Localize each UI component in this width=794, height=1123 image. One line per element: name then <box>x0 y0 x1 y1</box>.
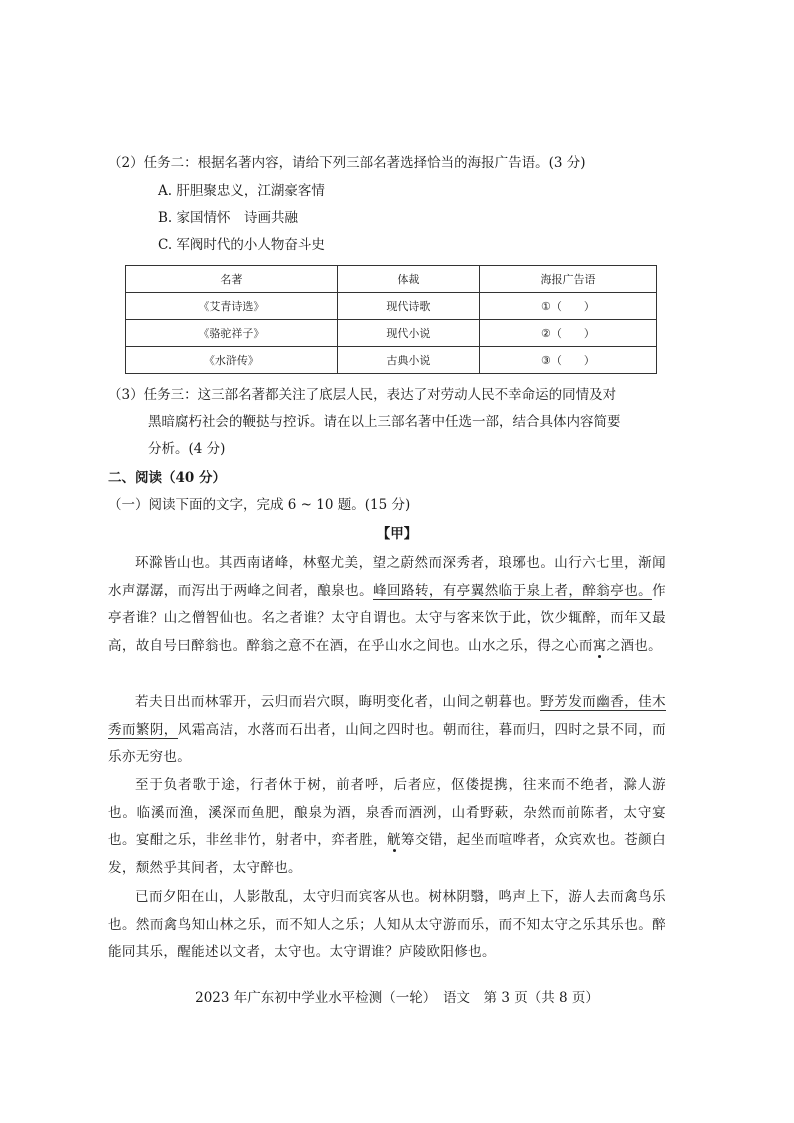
header-slogan: 海报广告语 <box>479 266 656 293</box>
passage-paragraph-1 <box>108 550 666 660</box>
task3-line-3: 分析。(4 分) <box>148 441 226 457</box>
paragraph-text: 之酒也。 <box>606 637 663 654</box>
cell-slogan: ①（ ） <box>479 293 656 320</box>
passage-paragraph-4: 已而夕阳在山，人影散乱，太守归而宾客从也。树林阴翳，鸣声上下，游人去而禽鸟乐也。然而禽鸟知山林之乐，而不知人之乐；人知从太守游而乐，而不知太守之乐其乐也。醉能同其乐，醒能述以文者，太守也。太守谓谁？庐陵欧阳修也。 <box>108 889 666 960</box>
paragraph-text: 筹交错，起坐而喧哗者，众宾欢也。苍颜白发，颓然乎其间者，太守醉也。 <box>108 832 666 876</box>
task2-question: （2）任务二：根据名著内容，请给下列三部名著选择恰当的海报广告语。(3 分) <box>108 155 586 171</box>
header-work: 名著 <box>126 266 338 293</box>
page-footer: 2023 年广东初中学业水平检测（一轮） 语文 第 3 页（共 8 页） <box>195 990 599 1006</box>
passage-title: 【甲】 <box>376 526 418 542</box>
table-row <box>126 347 657 374</box>
dotted-character: 觥 <box>387 832 401 848</box>
paragraph-text: 至于负者歌于途，行者休于树，前者呼，后者应，伛偻提携，往来而不绝者，滁人游也。临溪而渔，溪深而鱼肥，酿泉为酒，泉香而酒洌，山肴野蔌，杂然而前陈者，太守宴也。宴酣之乐，非丝非竹，射者中，弈者胜， <box>108 777 666 848</box>
task2-option-b: B. 家国情怀 诗画共融 <box>158 210 299 226</box>
cell-slogan: ③（ ） <box>479 347 656 374</box>
task2-option-a: A. 肝胆聚忠义，江湖豪客情 <box>158 183 325 199</box>
paragraph-text: 环滁皆山也。其西南诸峰，林壑尤美，望之蔚然而深秀者，琅琊也。山行六七里，渐闻水声潺潺，而泻出于两峰之间者，酿泉也。 <box>108 555 666 599</box>
cell-work: 《艾青诗选》 <box>126 293 338 320</box>
cell-genre: 现代诗歌 <box>337 293 479 320</box>
task2-option-c: C. 军阀时代的小人物奋斗史 <box>158 237 325 253</box>
cell-work: 《水浒传》 <box>126 347 338 374</box>
header-genre: 体裁 <box>337 266 479 293</box>
passage-paragraph-3 <box>108 772 666 882</box>
cell-slogan: ②（ ） <box>479 320 656 347</box>
works-table <box>125 265 657 374</box>
task3-line-1: （3）任务三：这三部名著都关注了底层人民，表达了对劳动人民不幸命运的同情及对 <box>108 387 617 403</box>
section-title: 二、阅读（40 分） <box>108 470 226 486</box>
dotted-character: 寓 <box>592 637 607 654</box>
paragraph-text: 若夫日出而林霏开，云归而岩穴暝，晦明变化者，山间之朝暮也。 <box>135 694 541 710</box>
cell-genre: 古典小说 <box>337 347 479 374</box>
paragraph-text: 作亭者谁？山之僧智仙也。名之者谁？太守自谓也。太守与客来饮于此，饮少辄醉，而年又最高，故自号曰醉翁也。醉翁之意不在酒，在乎山水之间也。山水之乐，得之心而 <box>108 582 666 654</box>
underlined-sentence: 峰回路转，有亭翼然临于泉上者，醉翁亭也。 <box>373 582 653 599</box>
cell-genre: 现代小说 <box>337 320 479 347</box>
table-header-row <box>126 266 657 293</box>
underlined-sentence: 野芳发而幽香，佳木秀而繁阴， <box>108 694 666 738</box>
cell-work: 《骆驼祥子》 <box>126 320 338 347</box>
passage-paragraph-2 <box>108 689 666 772</box>
table-row <box>126 320 657 347</box>
paragraph-text: 风霜高洁，水落而石出者，山间之四时也。朝而往，暮而归，四时之景不同，而乐亦无穷也。 <box>108 721 667 765</box>
task3-line-2: 黑暗腐朽社会的鞭挞与控诉。请在以上三部名著中任选一部，结合具体内容简要 <box>148 414 621 430</box>
table-row <box>126 293 657 320</box>
reading-instruction: （一）阅读下面的文字，完成 6 ~ 10 题。(15 分) <box>108 497 411 513</box>
